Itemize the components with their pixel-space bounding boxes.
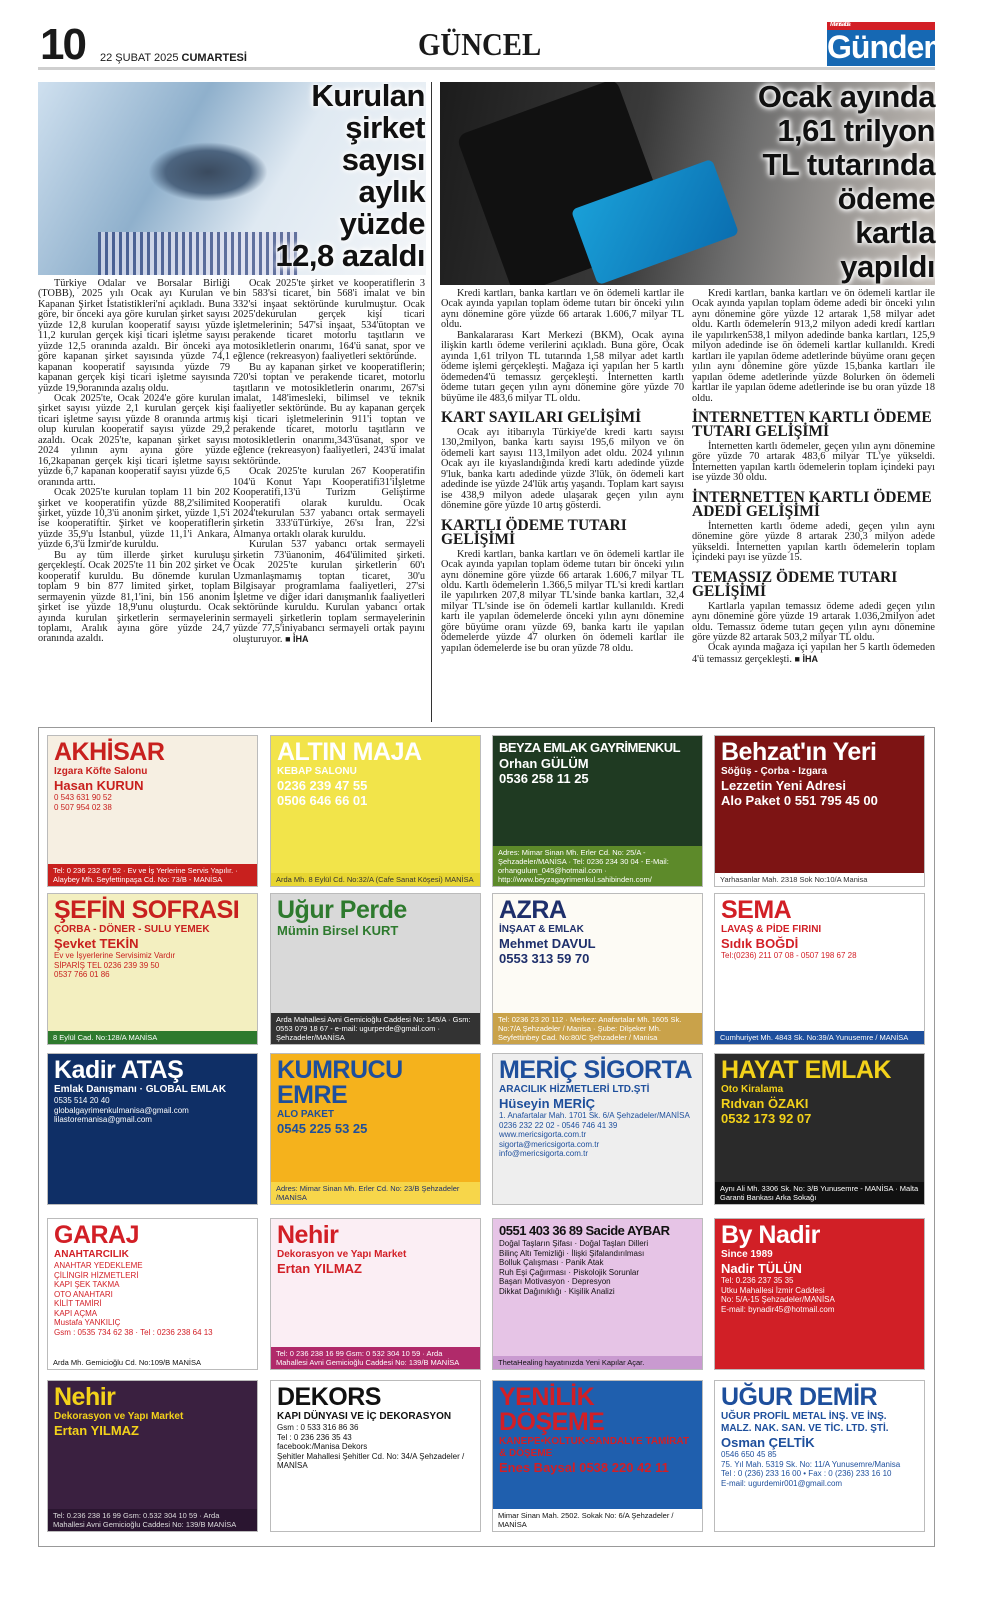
headline-line: 12,8 azaldı [275, 238, 425, 273]
ad-highlight: 0532 173 92 07 [721, 1111, 812, 1126]
ad-highlight: Mehmet DAVUL [499, 936, 596, 951]
advertisement [270, 1380, 481, 1532]
advertisements-grid [38, 727, 935, 1547]
paragraph: Türkiye Odalar ve Borsalar Birliği (TOBB), 2025 yılı Ocak ayı Kurulan ve Kapanan Şirket İstatistikleri'ni açıkladı. Buna göre, bir önceki aya göre kurulan şirket sayısı yüzde 12,8 kurulan kooperatif sayısı yüzde 11,2 kurulan gerçek kişi ticari işletme sayısı yüzde 12,5 oranında azaldı. Bir önceki aya göre kapanan şirket sayısında yüzde 74,1 kapanan kooperatif sayısında yüzde 79 kapanan gerçek kişi ticari işletme sayısında yüzde 19,9oranında azalış oldu. [38, 278, 230, 394]
left-article-column-2 [233, 279, 425, 646]
ad-footer: Yarhasanlar Mah. 2318 Sok No:10/A Manisa [715, 873, 924, 886]
advertisement [714, 893, 925, 1045]
ad-line: Tel : 0 236 236 35 43 [277, 1432, 352, 1442]
ad-title: YENİLİK DÖŞEME [499, 1383, 605, 1436]
ad-subtitle: KAPI DÜNYASI VE İÇ DEKORASYON [277, 1411, 452, 1422]
ad-subtitle: Since 1989 [721, 1249, 773, 1260]
date-text: 22 ŞUBAT 2025 [100, 52, 179, 64]
ad-title: SEMA [721, 896, 792, 924]
right-article-column-1 [441, 289, 684, 654]
ad-line: 0546 650 45 85 [721, 1450, 777, 1459]
ad-title: HAYAT EMLAK [721, 1056, 891, 1084]
ad-line: sigorta@mericsigorta.com.tr [499, 1139, 600, 1149]
ad-line: ANAHTAR YEDEKLEME [54, 1261, 143, 1270]
right-article-column-2 [692, 289, 935, 665]
ad-title: BEYZA EMLAK GAYRİMENKUL [499, 740, 681, 755]
headline-line: TL tutarında [762, 147, 935, 182]
ad-line: Bolluk Çalışması · Panik Atak [499, 1258, 604, 1267]
ad-title: Behzat'ın Yeri [721, 738, 877, 766]
ad-line: KİLİT TAMİRİ [54, 1299, 102, 1308]
ad-title: DEKORS [277, 1383, 381, 1411]
ad-title: Nehir [54, 1383, 116, 1411]
ad-line: OTO ANAHTARI [54, 1289, 113, 1299]
advertisement [47, 1380, 258, 1532]
ad-line: 0537 766 01 86 [54, 970, 110, 979]
ad-title: KUMRUCU EMRE [277, 1056, 403, 1109]
advertisement [270, 735, 481, 887]
section-title: GÜNCEL [418, 26, 542, 62]
ad-line: SİPARİŞ TEL 0236 239 39 50 [54, 960, 160, 970]
ad-line: Gsm : 0535 734 62 38 · Tel : 0236 238 64 13 [54, 1327, 213, 1337]
ad-subtitle: Izgara Köfte Salonu [54, 766, 148, 777]
ad-line: Tel:(0236) 211 07 08 - 0507 198 67 28 [721, 951, 857, 960]
advertisement [47, 1218, 258, 1370]
subheading: İNTERNETTEN KARTLI ÖDEME ADEDİ GELİŞİMİ [692, 488, 932, 520]
ad-line: Ruh Eşi Çağırması · Piskolojik Sorunlar [499, 1267, 640, 1277]
paragraph: Kredi kartları, banka kartları ve ön ödemeli kartlar ile Ocak ayında yapılan toplam ödeme adedi bir önceki yılın aynı dönemine göre yüzde 12 artarak 1,58 milyar adet oldu. Kartlı ödemelerin 913,2 milyon adedi kredi kartları ile yapılırken538,1 milyon adedinde banka kartları, 125,9 milyon adedinde ise ön ödemeli kartlar kullanıldı. Kredi kartları ile yapılan ödeme adetlerinde büyüme oranı geçen yılın aynı dönemine göre yüzde 15,banka kartları ile yapılan ödeme adetlerinde yüzde 8olurken ön ödemeli kartlar ile yapılan ödeme adetlerinde ise bu oran yüzde 18 oldu. [692, 288, 935, 404]
ad-highlight: 0236 239 47 55 [277, 778, 368, 793]
ad-footer: Tel: 0 236 238 16 99 Gsm: 0 532 304 10 59 · Arda Mahallesi Avni Gemicioğlu Caddesi No: 139/B MANİSA [271, 1347, 480, 1369]
ad-subtitle: ANAHTARCILIK [54, 1249, 129, 1260]
ad-line: No: 5/A-15 Şehzadeler/MANİSA [721, 1295, 835, 1304]
ad-line: 1. Anafartalar Mah. 1701 Sk. 6/A Şehzadeler/MANİSA [499, 1111, 690, 1120]
advertisement [714, 735, 925, 887]
headline-line: ödeme [837, 181, 935, 216]
ad-highlight: Alo Paket 0 551 795 45 00 [721, 793, 878, 808]
ad-line: Dikkat Dağınıklığı · Kişilik Analizi [499, 1286, 615, 1296]
ad-highlight: Lezzetin Yeni Adresi [721, 778, 846, 793]
ad-line: 0535 514 20 40 [54, 1096, 110, 1105]
left-article-column-1 [38, 279, 230, 645]
page-number: 10 [40, 20, 85, 69]
ad-title: ŞEFİN SOFRASI [54, 896, 240, 924]
ad-highlight: Nadir TÜLÜN [721, 1261, 802, 1276]
ad-title: Uğur Perde [277, 896, 407, 924]
paragraph: Kartlarla yapılan temassız ödeme adedi geçen yılın aynı dönemine göre yüzde 19 artarak 1.036,2milyon adet oldu. Temassız ödeme tutarı geçen yılın aynı dönemine göre yüzde 82 artarak 503,2 milyar TL oldu. [692, 600, 935, 643]
ad-title: 0551 403 36 89 Sacide AYBAR [499, 1223, 670, 1238]
advertisement [47, 735, 258, 887]
advertisement [492, 893, 703, 1045]
advertisement [492, 1380, 703, 1532]
headline-line: aylık [358, 174, 425, 209]
ad-highlight: 0506 646 66 01 [277, 793, 368, 808]
page-header [38, 18, 951, 70]
paragraph: Ocak ayında mağaza içi yapılan her 5 kartlı ödemeden 4'ü temassız gerçekleşti. ■ İHA [692, 642, 935, 665]
ad-line: ÇİLİNGİR HİZMETLERİ [54, 1270, 139, 1280]
ad-subtitle: ARACILIK HİZMETLERİ LTD.ŞTİ [499, 1084, 650, 1095]
ad-line: E-mail: ugurdemir001@gmail.com [721, 1478, 843, 1488]
ad-highlight: Orhan GÜLÜM [499, 756, 589, 771]
paragraph: Ocak 2025'te şirket ve kooperatiflerin 3 bin 583'si ticaret, bin 568'i imalat ve bin 332'si inşaat sektöründe kurulmuştur. Ocak 2025'dekurulan gerçek kişi ticari işletmelerinin; 547'si inşaat, 534'ütoptan ve perakende ticaret motorlu taşıtların ve motosikletlerin onarımı, 164'ü sanat, spor ve eğlence (rekreasyon) faaliyetleri sektöründe. [233, 278, 425, 363]
advertisement [270, 893, 481, 1045]
ad-footer: Tel: 0 236 232 67 52 · Ev ve İş Yerlerine Servis Yapılır. · Alaybey Mh. Seyfettinpaşa Cd. No: 73/B - MANİSA [48, 864, 257, 886]
paragraph: Bu ay kapanan şirket ve kooperatiflerin; 720'si toptan ve perakende ticaret, motorlu taşıtların ve motosikletlerin onarımı, 267'si imalat, 148'imesleki, bilimsel ve teknik faaliyetler sektöründe. Bu ay kapanan gerçek kişi ticari işletmelerinin 911'i toptan ve perakende ticaret, motorlu taşıtların ve motosikletlerin onarımı,343'üsanat, spor ve eğlence (rekreasyon) faaliyetleri, 243'ü imalat sektöründe. [233, 361, 425, 467]
ad-footer: Arda Mh. Gemicioğlu Cd. No:109/B MANİSA [48, 1356, 257, 1369]
headline-line: kartla [855, 215, 935, 250]
issue-date [100, 52, 247, 64]
source-tag: ■ İHA [285, 634, 309, 645]
ad-line: Mustafa YANKILIÇ [54, 1318, 121, 1327]
left-headline [195, 80, 425, 272]
ad-title: Kadir ATAŞ [54, 1056, 184, 1084]
ad-line: Şehitler Mahallesi Şehitler Cd. No: 34/A Şehzadeler / MANİSA [277, 1451, 465, 1470]
day-text: CUMARTESİ [181, 52, 247, 64]
ad-footer: Mimar Sinan Mah. 2502. Sokak No: 6/A Şehzadeler / MANİSA [493, 1509, 702, 1531]
ad-subtitle: UĞUR PROFİL METAL İNŞ. VE İNŞ. MALZ. NAK. SAN. VE TİC. LTD. ŞTİ. [721, 1411, 889, 1434]
ad-highlight: Hüseyin MERİÇ [499, 1096, 596, 1111]
ad-highlight: Enes Baysal 0538 220 42 11 [499, 1460, 669, 1475]
ad-line: Bilinç Altı Temizliği · İlişki Şifalandırılması [499, 1248, 645, 1258]
ad-subtitle: İNŞAAT & EMLAK [499, 924, 584, 935]
advertisement [714, 1380, 925, 1532]
subheading: TEMASSIZ ÖDEME TUTARI GELİŞİMİ [692, 568, 898, 600]
ad-title: Nehir [277, 1221, 339, 1249]
ad-title: ALTIN MAJA [277, 738, 422, 766]
ad-line: Başarı Motivasyon · Depresyon [499, 1277, 611, 1286]
advertisement [492, 1053, 703, 1205]
ad-line: Gsm : 0 533 316 86 36 [277, 1423, 359, 1432]
ad-subtitle: KEBAP SALONU [277, 766, 357, 777]
paragraph: İnternetten kartlı ödemeler, geçen yılın aynı dönemine göre yüzde 70 artarak 483,6 milyar TL'ye yükseldi. İnternetten yapılan kartlı ödemelerin toplam içindeki payı ise yüzde 30 oldu. [692, 440, 935, 484]
advertisement [492, 1218, 703, 1370]
ad-highlight: Mümin Birsel KURT [277, 923, 399, 938]
paragraph: Ocak 2025'te kurulan toplam 11 bin 202 şirket ve kooperatifin yüzde 88,2'silimited şirket, yüzde 10,3'ü anonim şirket, yüzde 1,5'i ise kooperatiftir. Şirket ve kooperatiflerin yüzde 35,9'u İstanbul, yüzde 11,1'i Ankara, yüzde 6,3'ü İzmir'de kuruldu. [38, 487, 230, 551]
ad-footer: Tel: 0.236 238 16 99 Gsm: 0.532 304 10 59 · Arda Mahallesi Avni Gemicioğlu Caddesi No: 139/B MANİSA [48, 1509, 257, 1531]
ad-line: 0 543 631 90 52 [54, 793, 112, 802]
advertisement [47, 1053, 258, 1205]
ad-footer: Cumhuriyet Mh. 4843 Sk. No:39/A Yunusemre / MANİSA [715, 1031, 924, 1044]
ad-title: AZRA [499, 896, 567, 924]
paragraph: Bankalararası Kart Merkezi (BKM), Ocak ayına ilişkin kartlı ödeme verilerini açıkladı. Buna göre, Ocak ayında 1,61 trilyon TL tutarında 1,58 milyar adet kartlı ödeme işlemi gerçekleşti. Mağaza içi yapılan her 5 kartlı ödemeden4'ü temassız gerçekleşti. İnternetten kartlı ödeme tutarı geçen yılın aynı dönemine göre yüzde 70 büyüme ile 483,6 milyar TL oldu. [441, 329, 684, 404]
source-tag: ■ İHA [794, 653, 818, 664]
subheading: KARTLI ÖDEME TUTARI GELİŞİMİ [441, 516, 627, 548]
headline-line: 1,61 trilyon [777, 113, 935, 148]
headline-line: sayısı [341, 142, 425, 177]
advertisement [714, 1218, 925, 1370]
logo-text: Gündem [827, 29, 951, 65]
advertisement [47, 893, 258, 1045]
paragraph: Ocak 2025'te, Ocak 2024'e göre kurulan şirket sayısı yüzde 2,1 kurulan gerçek kişi ticari işletme sayısı yüzde 8 oranında artmış olup kurulan kooperatif sayısı yüzde 29,2 azaldı. Ocak 2025'te, kapanan şirket sayısı 2024 yılının aynı ayına göre yüzde 16,2kapanan gerçek kişi ticari işletme sayısı yüzde 6,7 kapanan kooperatif sayısı yüzde 6,5 oranında arttı. [38, 392, 230, 488]
ad-subtitle: Oto Kiralama [721, 1084, 784, 1095]
ad-highlight: Rıdvan ÖZAKI [721, 1096, 809, 1111]
ad-highlight: 0553 313 59 70 [499, 951, 590, 966]
ad-line: Ev ve İşyerlerine Servisimiz Vardır [54, 951, 176, 960]
ad-title: GARAJ [54, 1221, 140, 1249]
ad-line: Doğal Taşların Şifası · Doğal Taşları Dilleri [499, 1239, 649, 1248]
ad-title: MERİÇ SİGORTA [499, 1056, 693, 1084]
ad-line: 0236 232 22 02 - 0546 746 41 39 [499, 1120, 618, 1130]
paragraph: Bu ay tüm illerde şirket kuruluşu gerçekleşti. Ocak 2025'te 11 bin 202 şirket ve kooperatif kuruldu. Bu dönemde kurulan toplam 9 bin 877 limited şirket, toplam sermayenin yüzde 81,1'ini, bin 156 anonim şirket ise yüzde 18,9'unu oluşturdu. Ocak ayında kurulan şirketlerin sermayelerinin toplamı, Aralık ayına göre yüzde 24,7 oranında azaldı. [38, 549, 230, 645]
paragraph: Kredi kartları, banka kartları ve ön ödemeli kartlar ile Ocak ayında yapılan toplam ödeme tutarı bir önceki yılın aynı dönemine göre yüzde 66 artarak 1.606,7 milyar TL oldu. Kartlı ödemelerin 1.366,5 milyar TL'si kredi kartları ile yapılırken 207,8 milyar TL'sinde banka kartları, 32,4 milyar TL'sinde ise ön ödemeli kartlar kullanıldı. Kredi kartı ile yapılan ödemelerde önceki yılın aynı dönemine göre büyüme oranı yüzde 69, banka kartı ile yapılan ödemelerde yüzde 47 olurken ön ödemeli kartlar ile yapılan ödemelerde ise bu oran yüzde 78 oldu. [441, 548, 684, 654]
ad-footer: Adres: Mimar Sinan Mh. Erler Cd. No: 25/A - Şehzadeler/MANİSA · Tel: 0236 234 30 04 - E-Mail: orhangulum_045@hotmail.com · http://www.beyzagayrimenkul.sahibinden.com/ [493, 846, 702, 886]
advertisement [270, 1053, 481, 1205]
ad-subtitle: LAVAŞ & PİDE FIRINI [721, 924, 822, 935]
ad-line: 0 507 954 02 38 [54, 802, 112, 812]
headline-line: şirket [345, 110, 425, 145]
paragraph: Kredi kartları, banka kartları ve ön ödemeli kartlar ile Ocak ayında yapılan toplam ödeme tutarı bir önceki yılın aynı dönemine göre yüzde 66 artarak 1.606,7 milyar TL oldu. [441, 288, 684, 331]
headline-line: Kurulan [311, 78, 425, 113]
ad-highlight: Ertan YILMAZ [277, 1261, 362, 1276]
headline-line: yüzde [339, 206, 425, 241]
ad-line: KAPI AÇMA [54, 1308, 98, 1318]
ad-subtitle: Söğüş - Çorba - Izgara [721, 766, 828, 777]
newspaper-logo [827, 22, 951, 66]
paragraph: Ocak 2025'te kurulan 267 Kooperatifin 104'ü Konut Yapı Kooperatifi31'iİşletme Kooperatifi,13'ü Turizm Geliştirme Kooperatifi olarak kuruldu. Ocak 2024'tekurulan 537 yabancı ortak sermayeli şirketin 333'üTürkiye, 26'sı İran, 22'si Almanya ortaklı olarak kuruldu. [233, 466, 425, 540]
ad-footer: Arda Mh. 8 Eylül Cd. No:32/A (Cafe Sanat Köşesi) MANİSA [271, 873, 480, 886]
subheading: KART SAYILARI GELİŞİMİ [441, 408, 642, 426]
ad-footer: ThetaHealing hayatınızda Yeni Kapılar Açar. [493, 1356, 702, 1369]
paragraph: Kurulan 537 yabancı ortak sermayeli şirketin 73'üanonim, 464'ülimited şirketi. Ocak 2025'te kurulan şirketlerin 60'ı Uzmanlaşmamış toptan ticaret, 30'u Bilgisayar programlama faaliyetleri, 27'si İşletme ve diğer idari danışmanlık faaliyetleri sektöründe kuruldu. Kurulan yabancı ortak sermayeli şirketlerin toplam sermayelerinin yüzde 77,5'iniyabancı sermayeli ortak payını oluşturuyor. ■ İHA [233, 539, 425, 646]
advertisement [492, 735, 703, 887]
ad-line: E-mail: bynadir45@hotmail.com [721, 1304, 835, 1314]
ad-footer: 8 Eylül Cad. No:128/A MANİSA [48, 1031, 257, 1044]
column-divider [431, 82, 432, 722]
ad-highlight: Osman ÇELTİK [721, 1435, 815, 1450]
paragraph: Ocak ayı itibarıyla Türkiye'de kredi kartı sayısı 130,2milyon, banka kartı sayısı 195,6 milyon ve ön ödemeli kart sayısı 113,1milyon adet oldu. 2024 yılının Ocak ayı ile kıyaslandığında kredi kartı adedinde yüzde 9'luk, banka kartı adedinde yüzde 3'lük, ön ödemeli kart adedinde ise yüzde 24'lük artış yaşandı. Toplam kart sayısı ise 438,9 milyon adede ulaşarak geçen yılın aynı dönemine göre yüzde 10 artış gösterdi. [441, 426, 684, 512]
ad-subtitle: ÇORBA - DÖNER - SULU YEMEK [54, 924, 210, 935]
ad-subtitle: ALO PAKET [277, 1109, 335, 1120]
ad-line: Tel : 0 (236) 233 16 00 • Fax : 0 (236) 233 16 10 [721, 1469, 892, 1478]
ad-highlight: Şevket TEKİN [54, 936, 139, 951]
ad-line: www.mericsigorta.com.tr [499, 1130, 587, 1139]
ad-line: globalgayrimenkulmanisa@gmail.com [54, 1105, 189, 1115]
ad-title: AKHİSAR [54, 738, 165, 766]
ad-subtitle: Dekorasyon ve Yapı Market [54, 1411, 184, 1422]
ad-line: Tel: 0.236 237 35 35 [721, 1276, 794, 1285]
ad-footer: Adres: Mimar Sinan Mh. Erler Cd. No: 23/B Şehzadeler /MANİSA [271, 1182, 480, 1204]
ad-subtitle: KANEPE•KOLTUK•SANDALYE TAMİRAT & DÖŞEME [499, 1436, 689, 1459]
ad-title: UĞUR DEMİR [721, 1383, 878, 1411]
ad-subtitle: Dekorasyon ve Yapı Market [277, 1249, 407, 1260]
ad-title: By Nadir [721, 1221, 820, 1249]
subheading: İNTERNETTEN KARTLI ÖDEME TUTARI GELİŞİMİ [692, 408, 932, 440]
paragraph: İnternetten kartlı ödeme adedi, geçen yılın aynı dönemine göre yüzde 8 artarak 230,3 milyon adede yükseldi. İnternetten yapılan kartlı ödemelerin toplam içindeki payı ise yüzde 15. [692, 520, 935, 564]
ad-highlight: 0536 258 11 25 [499, 771, 589, 786]
ad-line: info@mericsigorta.com.tr [499, 1149, 589, 1158]
logo-small: Manisa'da [830, 22, 850, 28]
ad-footer: Aynı Ali Mh. 3306 Sk. No: 3/B Yunusemre - MANİSA · Malta Garanti Bankası Arka Sokağı [715, 1182, 924, 1204]
ad-highlight: Ertan YILMAZ [54, 1423, 139, 1438]
ad-line: facebook:/Manisa Dekors [277, 1442, 368, 1451]
advertisement [714, 1053, 925, 1205]
ad-highlight: Hasan KURUN [54, 778, 144, 793]
right-headline [635, 80, 935, 284]
ad-footer: Tel: 0236 23 20 112 · Merkez: Anafartalar Mh. 1605 Sk. No:7/A Şehzadeler / Manisa · Şube: Dilşeker Mh. Seyfettinbey Cad. No:80/C Şehzadeler / Manisa [493, 1013, 702, 1044]
ad-line: 75. Yıl Mah. 5319 Sk. No: 11/A Yunusemre/Manisa [721, 1459, 901, 1469]
headline-line: Ocak ayında [757, 79, 935, 114]
ad-footer: Arda Mahallesi Avni Gemicioğlu Caddesi No: 145/A · Gsm: 0553 079 18 67 - e-mail: ugurperde@gmail.com · Şehzadeler/MANİSA [271, 1013, 480, 1044]
ad-line: Utku Mahallesi İzmir Caddesi [721, 1285, 825, 1295]
ad-subtitle: Emlak Danışmanı · GLOBAL EMLAK [54, 1084, 227, 1095]
ad-highlight: Sıdık BOĞDİ [721, 936, 799, 951]
ad-line: KAPI ŞEK TAKMA [54, 1280, 120, 1289]
headline-line: yapıldı [840, 249, 935, 284]
advertisement [270, 1218, 481, 1370]
ad-line: lilastoremanisa@gmail.com [54, 1115, 152, 1124]
ad-highlight: 0545 225 53 25 [277, 1121, 368, 1136]
